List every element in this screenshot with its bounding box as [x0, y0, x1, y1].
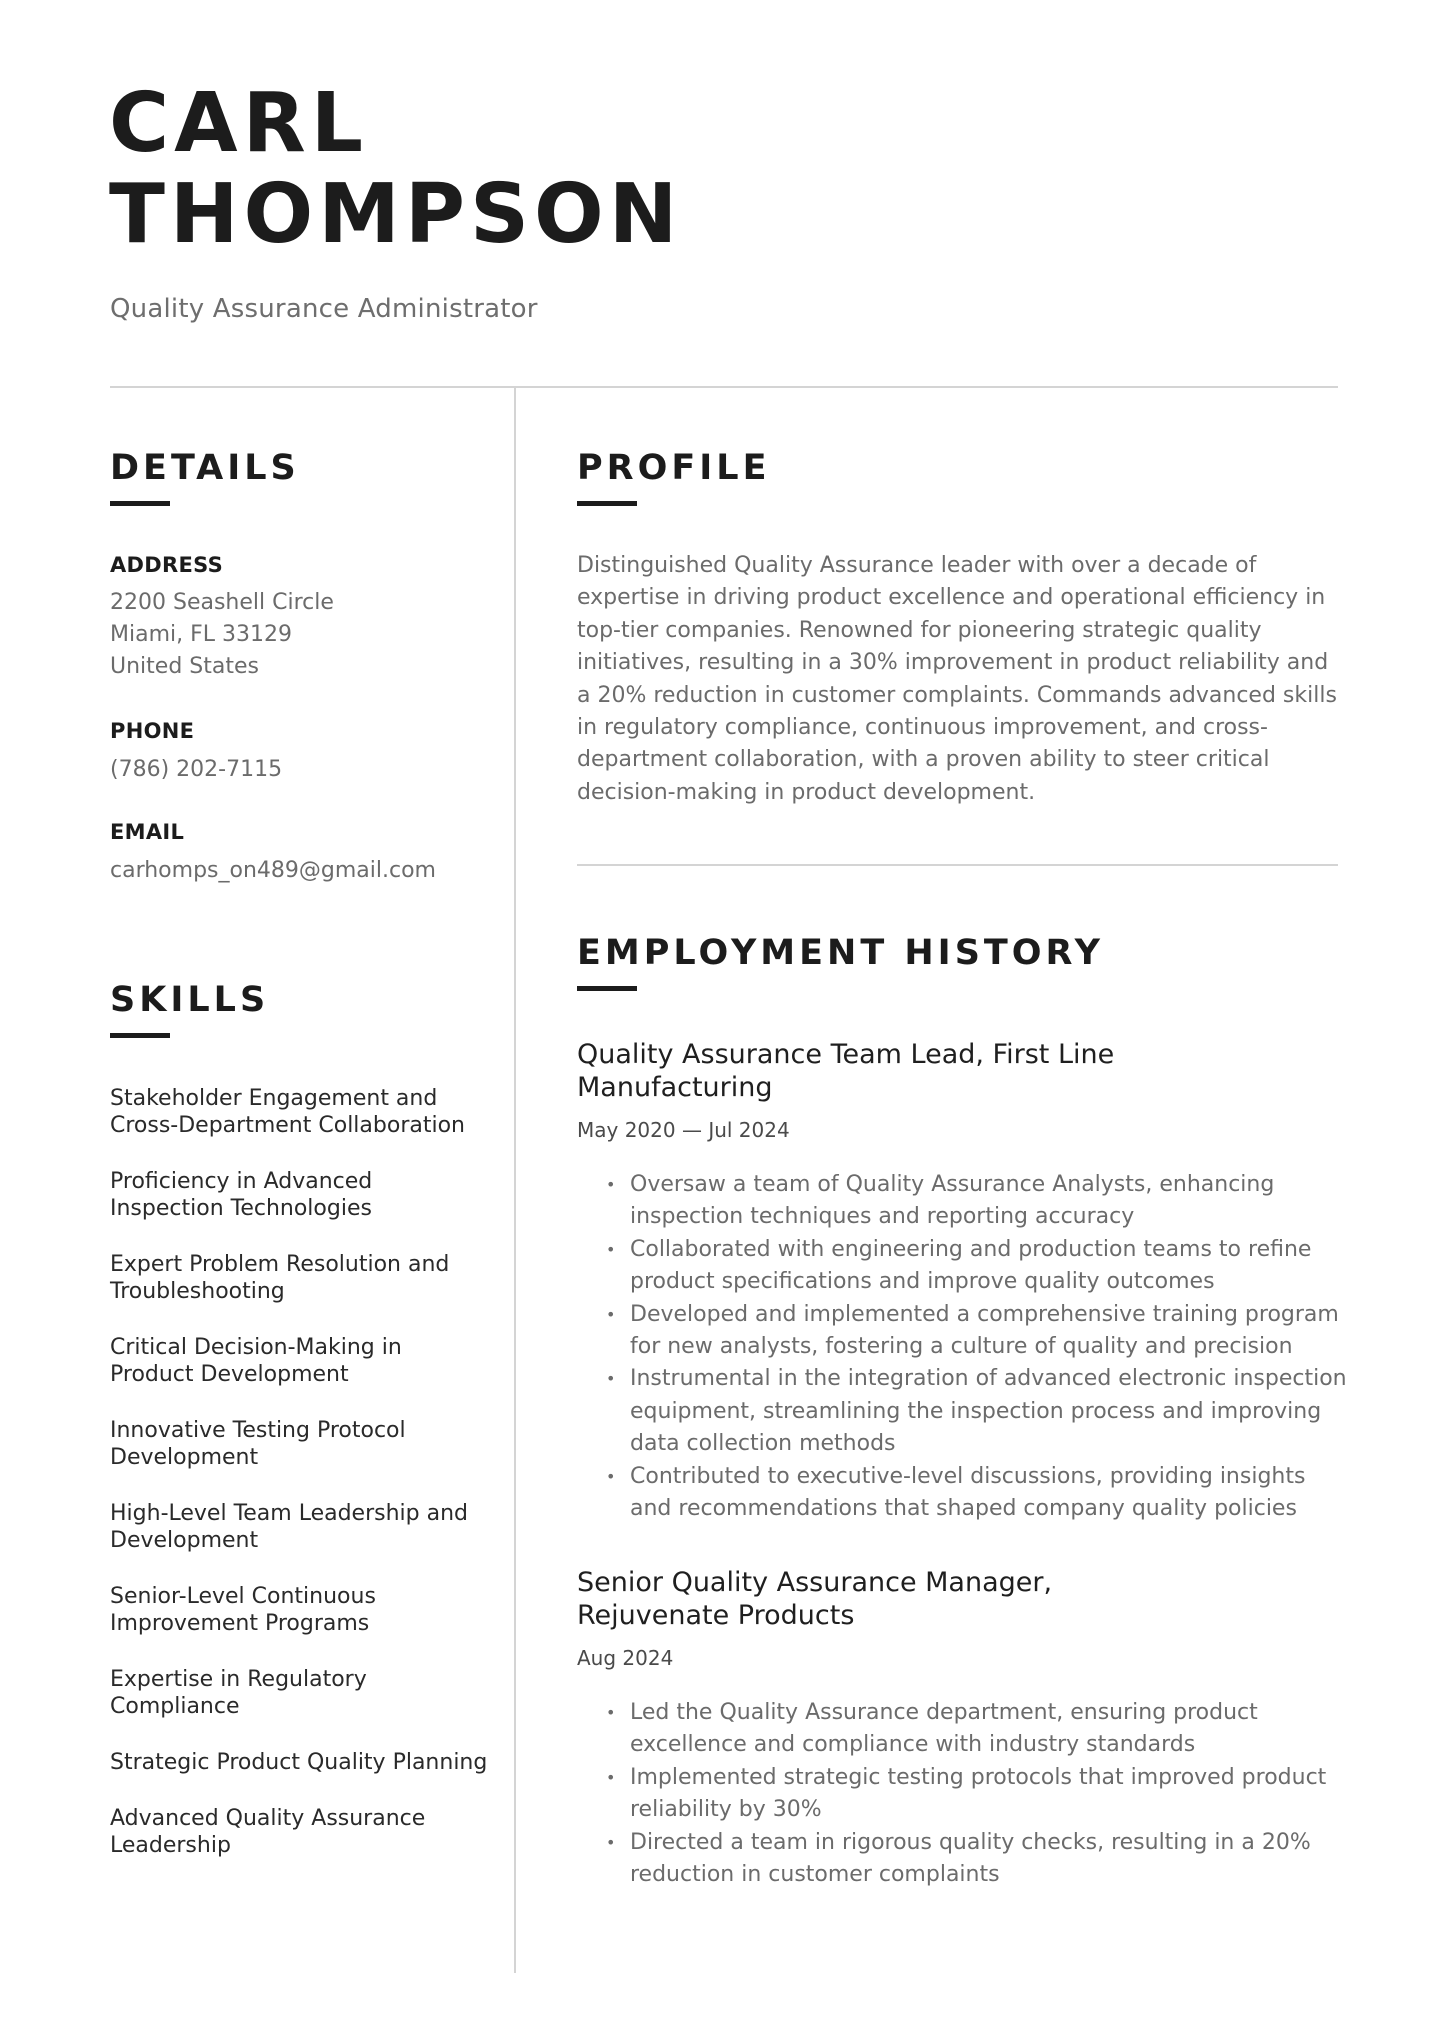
skills-heading-underline — [110, 1033, 170, 1038]
job-title-line-2: Rejuvenate Products — [577, 1600, 855, 1631]
employment-heading-underline — [577, 986, 637, 991]
job-title-entry — [577, 1566, 1197, 1632]
skill-item: Critical Decision-Making in Product Development — [110, 1335, 402, 1387]
skill-item: Advanced Quality Assurance Leadership — [110, 1806, 426, 1858]
employment-heading: EMPLOYMENT HISTORY — [577, 933, 1104, 973]
job-bullet: • Collaborated with engineering and production teams to refine product specifications and improve quality outcomes — [630, 1234, 1350, 1299]
profile-heading: PROFILE — [577, 448, 771, 488]
address-line-2: Miami, FL 33129 — [110, 622, 292, 647]
job-dates: Aug 2024 — [577, 1646, 674, 1670]
job-bullets — [630, 1697, 1350, 1891]
job-title-line-1: Quality Assurance Team Lead, First Line — [577, 1039, 1115, 1070]
skill-item: Strategic Product Quality Planning — [110, 1750, 488, 1775]
job-bullet: • Contributed to executive-level discussions, providing insights and recommendations that shaped company quality policies — [630, 1461, 1350, 1526]
phone-label: PHONE — [110, 719, 195, 743]
last-name: THOMPSON — [109, 167, 683, 262]
first-name: CARL — [109, 76, 369, 171]
skill-item: Proficiency in Advanced Inspection Technologies — [110, 1169, 373, 1221]
column-divider — [514, 386, 516, 1973]
address-label: ADDRESS — [110, 553, 224, 577]
details-heading: DETAILS — [110, 448, 300, 488]
skill-item: Innovative Testing Protocol Development — [110, 1418, 406, 1470]
job-dates: May 2020 — Jul 2024 — [577, 1118, 790, 1142]
phone-number: (786) 202-7115 — [110, 757, 283, 782]
details-heading-underline — [110, 501, 170, 506]
job-bullet: • Developed and implemented a comprehensive training program for new analysts, fostering a culture of quality and precision — [630, 1299, 1350, 1364]
skill-item: Expertise in Regulatory Compliance — [110, 1667, 367, 1719]
skills-heading: SKILLS — [110, 980, 270, 1020]
email-label: EMAIL — [110, 820, 185, 844]
header-divider — [110, 386, 1338, 388]
address — [110, 587, 334, 683]
job-title-line-1: Senior Quality Assurance Manager, — [577, 1567, 1053, 1598]
address-line-1: 2200 Seashell Circle — [110, 590, 334, 615]
job-title-entry — [577, 1038, 1197, 1104]
job-bullet: • Instrumental in the integration of advanced electronic inspection equipment, streamlining the inspection process and improving data collection methods — [630, 1363, 1350, 1460]
job-title-line-2: Manufacturing — [577, 1072, 773, 1103]
profile-heading-underline — [577, 501, 637, 506]
job-bullet: • Oversaw a team of Quality Assurance Analysts, enhancing inspection techniques and reporting accuracy — [630, 1169, 1350, 1234]
skill-item: Senior-Level Continuous Improvement Programs — [110, 1584, 376, 1636]
profile-summary: Distinguished Quality Assurance leader with over a decade of expertise in driving product excellence and operational efficiency in top-tier companies. Renowned for pioneering strategic quality initiatives, resulting in a 30% improvement in product reliability and a 20% reduction in customer complaints. Commands advanced skills in regulatory compliance, continuous improvement, and cross-department collaboration, with a proven ability to steer critical decision-making in product development. — [577, 553, 1337, 805]
job-bullet: • Directed a team in rigorous quality checks, resulting in a 20% reduction in customer complaints — [630, 1827, 1350, 1892]
profile-divider — [577, 864, 1338, 866]
skill-item: High-Level Team Leadership and Development — [110, 1501, 469, 1553]
job-bullets — [630, 1169, 1350, 1525]
job-bullet: • Implemented strategic testing protocols that improved product reliability by 30% — [630, 1762, 1350, 1827]
candidate-name — [109, 78, 682, 260]
address-line-3: United States — [110, 654, 259, 679]
skills-list — [110, 1085, 490, 1888]
skill-item: Stakeholder Engagement and Cross-Department Collaboration — [110, 1086, 465, 1138]
job-bullet: • Led the Quality Assurance department, ensuring product excellence and compliance with industry standards — [630, 1697, 1350, 1762]
job-title: Quality Assurance Administrator — [110, 294, 538, 324]
skill-item: Expert Problem Resolution and Troubleshooting — [110, 1252, 450, 1304]
email-address: carhomps_on489@gmail.com — [110, 858, 436, 883]
